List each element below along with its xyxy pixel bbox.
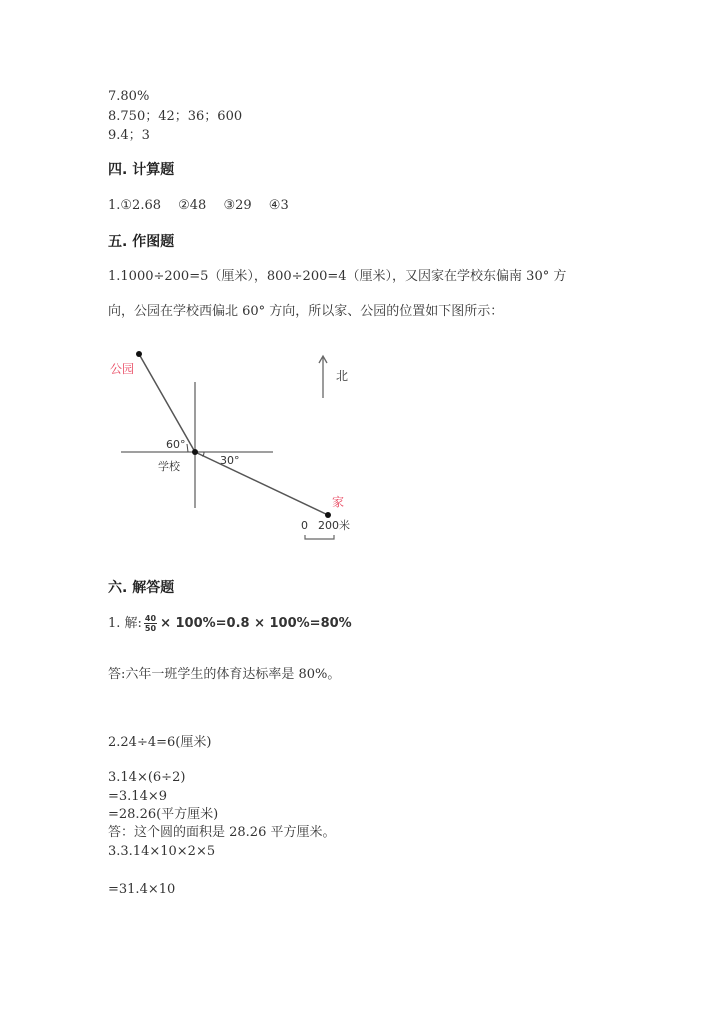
solution-1-prefix: 1. 解:	[108, 616, 142, 631]
section-heading-solutions: 六. 解答题	[108, 580, 175, 596]
angle-30-label: 30°	[220, 454, 240, 467]
fraction	[144, 614, 157, 633]
park-label: 公园	[110, 362, 135, 376]
solution-2-line-1: 2.24÷4=6(厘米)	[108, 735, 212, 750]
school-label: 学校	[158, 460, 180, 473]
solution-1-formula	[108, 614, 352, 633]
angle-60-label: 60°	[166, 438, 186, 451]
north-label: 北	[336, 369, 349, 383]
home-point	[325, 512, 331, 518]
solution-2-line-4: =28.26(平方厘米)	[108, 807, 219, 822]
drawing-explanation-line-1: 1.1000÷200=5（厘米），800÷200=4（厘米），又因家在学校东偏南 30° 方	[108, 269, 567, 284]
fraction-denominator: 50	[144, 624, 157, 633]
home-label: 家	[332, 495, 345, 509]
solution-2-line-3: =3.14×9	[108, 789, 168, 804]
scale-label: 200米	[318, 519, 350, 532]
solution-2-line-2: 3.14×(6÷2)	[108, 770, 186, 785]
answer-line-8: 8.750；42；36；600	[108, 109, 243, 124]
drawing-explanation-line-2: 向，公园在学校西偏北 60° 方向，所以家、公园的位置如下图所示：	[108, 304, 504, 319]
answer-line-7: 7.80%	[108, 89, 150, 104]
solution-2-answer: 答：这个圆的面积是 28.26 平方厘米。	[108, 825, 336, 840]
answer-line-9: 9.4；3	[108, 128, 150, 143]
solution-3-line-2: =31.4×10	[108, 882, 176, 897]
school-point	[192, 449, 198, 455]
position-diagram	[100, 340, 380, 540]
fraction-numerator: 40	[144, 614, 157, 623]
calculation-answer: 1.①2.68 ②48 ③29 ④3	[108, 198, 289, 213]
solution-1-answer: 答:六年一班学生的体育达标率是 80%。	[108, 667, 341, 682]
section-heading-drawing: 五. 作图题	[108, 234, 175, 250]
solution-3-line-1: 3.3.14×10×2×5	[108, 844, 216, 859]
solution-1-expression: × 100%=0.8 × 100%=80%	[160, 616, 352, 631]
scale-zero-label: 0	[301, 519, 308, 532]
section-heading-calculation: 四. 计算题	[108, 162, 175, 178]
park-point	[136, 351, 142, 357]
